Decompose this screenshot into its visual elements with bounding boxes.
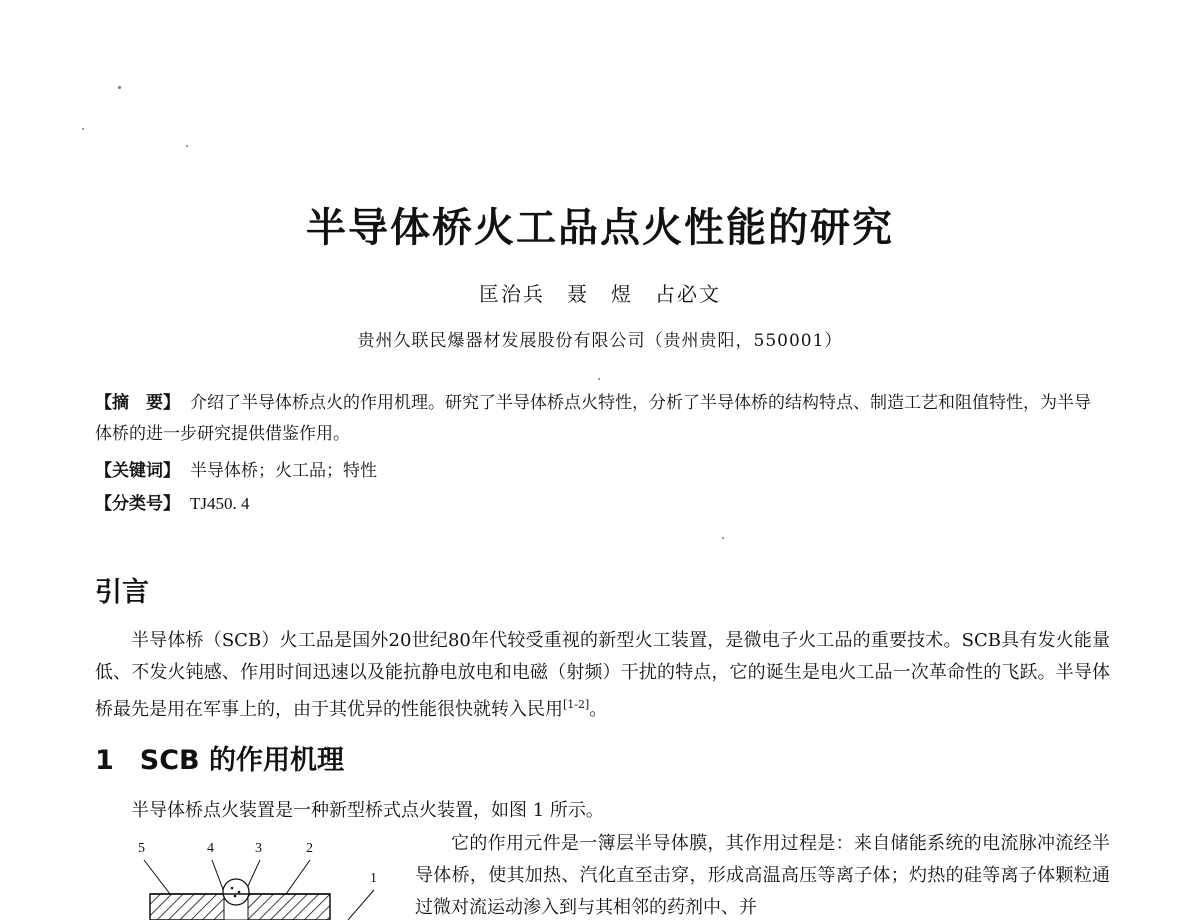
intro-citation: [1-2]: [563, 698, 590, 711]
figure-1-scb-diagram: [120, 832, 400, 920]
figure-1-svg: [120, 832, 400, 920]
leader-line-5: [144, 860, 170, 894]
intro-paragraph: [95, 625, 1110, 726]
abstract-label: 【摘 要】: [95, 393, 180, 413]
figure-label-5: 5: [138, 841, 145, 856]
classification-text: TJ450. 4: [190, 494, 250, 513]
author-list: 匡治兵 聂 煜 占必文: [479, 282, 721, 306]
scan-speck: [186, 145, 188, 147]
bridge-dot: [238, 891, 241, 894]
classification-block: [95, 488, 1105, 520]
leader-line-4: [212, 860, 224, 892]
paper-title: 半导体桥火工品点火性能的研究: [306, 205, 894, 251]
figure-label-4: 4: [207, 841, 214, 856]
scan-speck: [722, 537, 724, 539]
classification-label: 【分类号】: [95, 494, 180, 514]
leader-line-1: [348, 890, 374, 920]
section-1-title: SCB 的作用机理: [139, 745, 345, 776]
section-1-number: 1: [95, 745, 114, 776]
bridge-dot: [231, 887, 234, 890]
figure-label-3: 3: [255, 841, 262, 856]
figure-label-2: 2: [306, 841, 313, 856]
keywords-block: [95, 456, 1105, 487]
abstract-block: [95, 388, 1105, 450]
scan-speck: [598, 378, 600, 380]
section-1-paragraph: 半导体桥点火装置是一种新型桥式点火装置，如图 1 所示。: [131, 800, 604, 821]
author-affiliation: 贵州久联民爆器材发展股份有限公司（贵州贵阳，550001）: [357, 331, 843, 351]
bridge-dot: [234, 895, 237, 898]
scan-speck: [82, 128, 84, 130]
keywords-label: 【关键词】: [95, 461, 180, 481]
scan-speck: [118, 86, 121, 89]
intro-paragraph-text: 半导体桥（SCB）火工品是国外20世纪80年代较受重视的新型火工装置，是微电子火工品的重要技术。SCB具有发火能量低、不发火钝感、作用时间迅速以及能抗静电放电和电磁（射频）干扰的特点，它的诞生是电火工品一次革命性的飞跃。半导体桥最先是用在军事上的，由于其优异的性能很快就转入民用: [95, 630, 1110, 720]
section-1-side-paragraph: 它的作用元件是一簿层半导体膜，其作用过程是：来自储能系统的电流脉冲流经半导体桥，使其加热、汽化直至击穿，形成高温高压等离子体；灼热的硅等离子体颗粒通过微对流运动渗入到与其相邻的药剂中、并: [415, 833, 1110, 918]
leader-line-3: [248, 860, 260, 886]
intro-paragraph-end: 。: [589, 699, 608, 720]
section-1-heading: [95, 738, 344, 777]
keywords-text: 半导体桥；火工品；特性: [190, 461, 377, 481]
abstract-text: 介绍了半导体桥点火的作用机理。研究了半导体桥点火特性，分析了半导体桥的结构特点、制造工艺和阻值特性，为半导体桥的进一步研究提供借鉴作用。: [95, 393, 1091, 444]
leader-line-2: [286, 860, 310, 894]
intro-heading: 引言: [95, 577, 149, 608]
semiconductor-bridge: [223, 879, 249, 905]
figure-label-1: 1: [370, 871, 377, 886]
